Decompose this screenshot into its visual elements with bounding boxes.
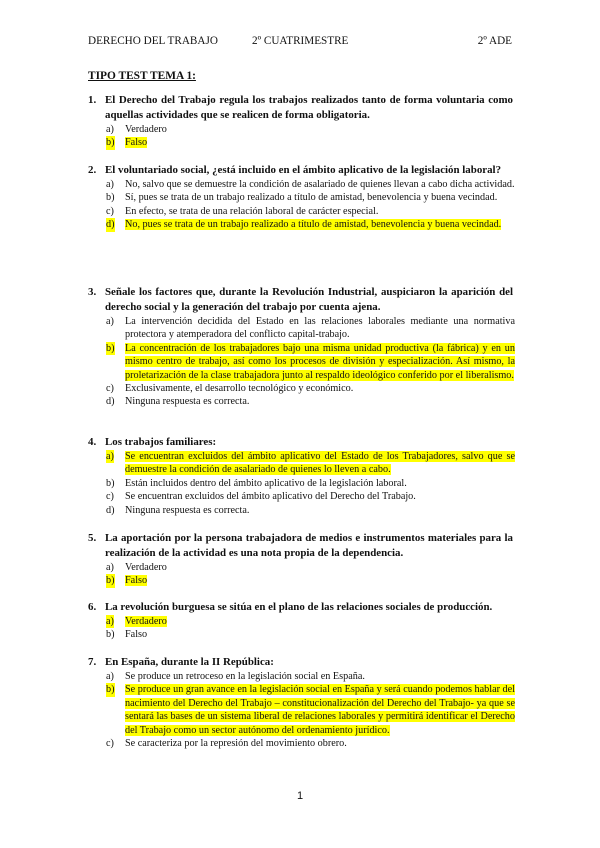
option-b	[0, 628, 600, 641]
header-course: DERECHO DEL TRABAJO	[88, 35, 218, 47]
option-letter: b)	[106, 477, 115, 489]
question-3	[0, 285, 600, 409]
option-a	[0, 670, 600, 683]
option-text: Se produce un retroceso en la legislación social en España.	[125, 671, 365, 682]
option-d-highlighted	[0, 218, 600, 231]
question-4	[0, 435, 600, 517]
option-letter: b)	[106, 137, 115, 149]
option-b-highlighted	[0, 574, 600, 587]
question-number: 7.	[88, 656, 97, 668]
option-a	[0, 178, 600, 191]
option-text: La intervención decidida del Estado en las relaciones laborales mediante una normativa protectora y atemperadora del conflicto capital-trabajo.	[125, 316, 515, 341]
question-text: El Derecho del Trabajo regula los trabajos realizados tanto de forma voluntaria como aquellas actividades que se realicen de forma obligatoria.	[105, 94, 513, 121]
question-2	[0, 163, 600, 232]
option-letter: c)	[106, 383, 114, 395]
question-number: 2.	[88, 164, 97, 176]
option-text: Falso	[125, 629, 148, 641]
option-text: Se produce un gran avance en la legislación social en España y será cuando podemos hablar del nacimiento del Derecho del Trabajo – constitucionalización del Derecho del Trabajo- ya que se sentará las bases de un sistema liberal de relaciones laborales y permitirá identificar el Derecho del Trabajo como un sector autónomo del ordenamiento jurídico.	[125, 684, 515, 736]
option-c	[0, 490, 600, 503]
option-letter: d)	[106, 396, 115, 408]
option-a-highlighted	[0, 615, 600, 628]
option-text: Se caracteriza por la represión del movimiento obrero.	[125, 738, 347, 750]
option-letter: d)	[106, 219, 115, 231]
header-group: 2º ADE	[477, 35, 512, 47]
option-letter: b)	[106, 342, 115, 354]
option-text: No, salvo que se demuestre la condición de asalariado de quienes llevan a cabo dicha actividad.	[125, 179, 515, 190]
option-letter: a)	[106, 316, 114, 327]
question-7	[0, 655, 600, 750]
option-text: Ninguna respuesta es correcta.	[125, 504, 250, 516]
option-letter: a)	[106, 451, 114, 462]
question-text: Los trabajos familiares:	[105, 436, 217, 448]
option-b-highlighted	[0, 683, 600, 737]
option-letter: b)	[106, 684, 115, 696]
option-a	[0, 561, 600, 574]
option-letter: a)	[106, 124, 114, 135]
option-letter: c)	[106, 738, 114, 750]
page-title: TIPO TEST TEMA 1:	[88, 70, 196, 82]
option-text: Están incluidos dentro del ámbito aplicativo de la legislación laboral.	[125, 477, 407, 489]
question-text: El voluntariado social, ¿está incluido en el ámbito aplicativo de la legislación laboral?	[105, 164, 502, 176]
question-5	[0, 531, 600, 588]
page-header	[0, 35, 600, 49]
option-c	[0, 737, 600, 750]
option-a	[0, 123, 600, 136]
option-a	[0, 315, 600, 342]
option-text: Falso	[125, 575, 148, 587]
question-6	[0, 600, 600, 642]
option-b-highlighted	[0, 342, 600, 382]
question-number: 4.	[88, 436, 97, 448]
option-text: Exclusivamente, el desarrollo tecnológico y económico.	[125, 383, 354, 395]
question-number: 1.	[88, 94, 97, 106]
option-letter: a)	[106, 616, 114, 627]
option-letter: b)	[106, 192, 115, 204]
question-text: La aportación por la persona trabajadora de medios e instrumentos materiales para la realización de la actividad es una nota propia de la dependencia.	[105, 532, 513, 559]
option-text: No, pues se trata de un trabajo realizado a título de amistad, benevolencia y buena vecindad.	[125, 219, 502, 231]
option-letter: a)	[106, 179, 114, 190]
question-number: 6.	[88, 601, 97, 613]
option-c	[0, 205, 600, 218]
option-letter: b)	[106, 575, 115, 587]
option-text: Falso	[125, 137, 148, 149]
option-b-highlighted	[0, 136, 600, 149]
option-text: Ninguna respuesta es correcta.	[125, 396, 250, 408]
option-d	[0, 504, 600, 517]
question-text: La revolución burguesa se sitúa en el plano de las relaciones sociales de producción.	[105, 601, 493, 613]
question-number: 5.	[88, 532, 97, 544]
option-letter: d)	[106, 504, 115, 516]
page-number: 1	[296, 790, 304, 802]
option-b	[0, 191, 600, 204]
header-term: 2º CUATRIMESTRE	[252, 35, 349, 47]
option-c	[0, 382, 600, 395]
option-text: La concentración de los trabajadores bajo una misma unidad productiva (la fábrica) y en un mismo centro de trabajo, así como los procesos de división y especialización. Así mismo, la proletarización de la clase trabajadora junto al respaldo ideológico conferido por el liberalismo.	[125, 342, 515, 381]
option-text: Verdadero	[125, 616, 167, 627]
question-text: Señale los factores que, durante la Revolución Industrial, auspiciaron la aparición del derecho social y la generación del trabajo por cuenta ajena.	[105, 286, 513, 313]
option-b	[0, 477, 600, 490]
option-letter: b)	[106, 629, 115, 641]
option-letter: c)	[106, 491, 114, 503]
option-letter: a)	[106, 562, 114, 573]
option-a-highlighted	[0, 450, 600, 477]
option-text: Verdadero	[125, 124, 167, 135]
option-text: Se encuentran excluidos del ámbito aplicativo del Estado de los Trabajadores, salvo que se demuestre la condición de asalariado de quienes lo lleven a cabo.	[125, 451, 515, 476]
question-number: 3.	[88, 286, 97, 298]
option-text: Se encuentran excluidos del ámbito aplicativo del Derecho del Trabajo.	[125, 491, 416, 503]
option-letter: c)	[106, 205, 114, 217]
option-letter: a)	[106, 671, 114, 682]
option-text: En efecto, se trata de una relación laboral de carácter especial.	[125, 205, 379, 217]
option-text: Verdadero	[125, 562, 167, 573]
question-1	[0, 93, 600, 150]
option-text: Sí, pues se trata de un trabajo realizado a título de amistad, benevolencia y buena vecindad.	[125, 192, 498, 204]
option-d	[0, 395, 600, 408]
question-text: En España, durante la II República:	[105, 656, 274, 668]
